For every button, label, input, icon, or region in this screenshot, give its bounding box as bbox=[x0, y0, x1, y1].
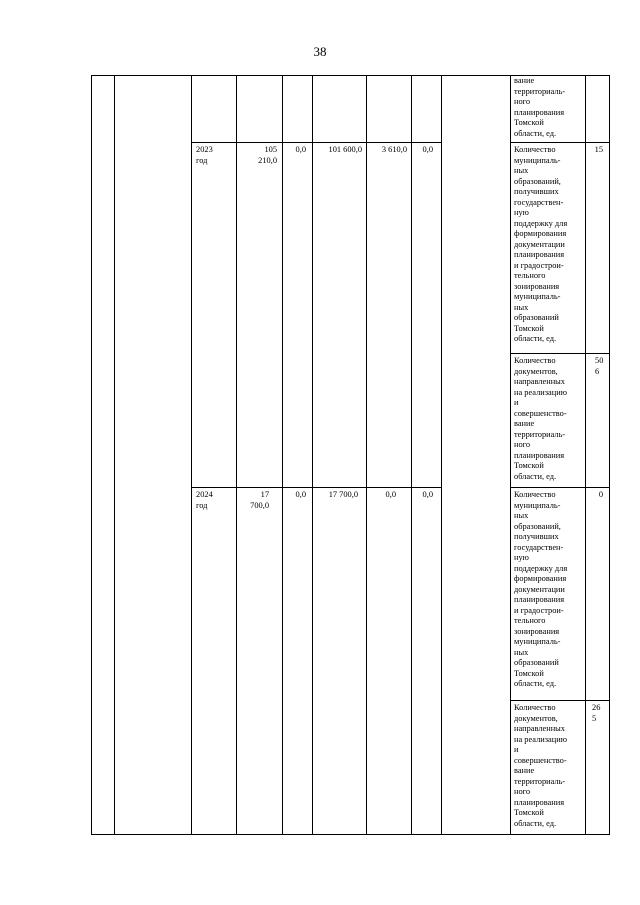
indicator-value-cell: 26 5 bbox=[592, 703, 601, 723]
table-col-line bbox=[312, 75, 313, 835]
indicator-name-cell: Количество документов, направленных на реализацию и совершенство- вание территориаль- ного планирования Томской области, ед. bbox=[514, 703, 567, 828]
total-amount-cell: 17 700,0 bbox=[250, 490, 269, 510]
page-number: 38 bbox=[313, 44, 327, 59]
indicator-name-cell: вание территориаль- ного планирования Томской области, ед. bbox=[514, 76, 566, 138]
indicator-name-cell: Количество муниципаль- ных образований, получивших государствен- ную поддержку для формирования документации планирования и градострои- тельного зонирования муниципаль- ных образований Томской области, ед. bbox=[514, 145, 568, 343]
table-row-line bbox=[510, 142, 610, 143]
total-amount-cell: 105 210,0 bbox=[258, 145, 277, 165]
table-col-line bbox=[411, 75, 412, 835]
table-row-line bbox=[191, 142, 441, 143]
other-amount-cell: 0,0 bbox=[422, 145, 433, 154]
table-border-bottom bbox=[91, 834, 610, 835]
table-col-line bbox=[282, 75, 283, 835]
table-row-line bbox=[510, 700, 610, 701]
other-amount-cell: 0,0 bbox=[422, 490, 433, 499]
indicator-value-cell: 15 bbox=[594, 145, 603, 154]
federal-amount-cell: 0,0 bbox=[295, 145, 306, 154]
table-row-line bbox=[510, 353, 610, 354]
table-border-left bbox=[91, 75, 92, 835]
indicator-name-cell: Количество муниципаль- ных образований, получивших государствен- ную поддержку для формирования документации планирования и градострои- тельного зонирования муниципаль- ных образований Томской области, ед. bbox=[514, 490, 568, 688]
table-row-line bbox=[510, 487, 610, 488]
year-cell: 2024 год bbox=[196, 490, 213, 510]
table-border-right bbox=[609, 75, 610, 835]
indicator-name-cell: Количество документов, направленных на реализацию и совершенство- вание территориаль- ного планирования Томской области, ед. bbox=[514, 356, 567, 481]
regional-amount-cell: 101 600,0 bbox=[328, 145, 362, 154]
table-row-line bbox=[191, 487, 441, 488]
local-amount-cell: 0,0 bbox=[385, 490, 396, 499]
table-col-line bbox=[191, 75, 192, 835]
federal-amount-cell: 0,0 bbox=[295, 490, 306, 499]
table-col-line bbox=[366, 75, 367, 835]
local-amount-cell: 3 610,0 bbox=[381, 145, 407, 154]
table-col-line bbox=[585, 75, 586, 835]
year-cell: 2023 год bbox=[196, 145, 213, 165]
indicator-value-cell: 50 6 bbox=[595, 356, 604, 376]
indicator-value-cell: 0 bbox=[598, 490, 603, 499]
table-col-line bbox=[441, 75, 442, 835]
table-col-line bbox=[114, 75, 115, 835]
table-col-line bbox=[236, 75, 237, 835]
regional-amount-cell: 17 700,0 bbox=[328, 490, 358, 499]
table-col-line bbox=[510, 75, 511, 835]
